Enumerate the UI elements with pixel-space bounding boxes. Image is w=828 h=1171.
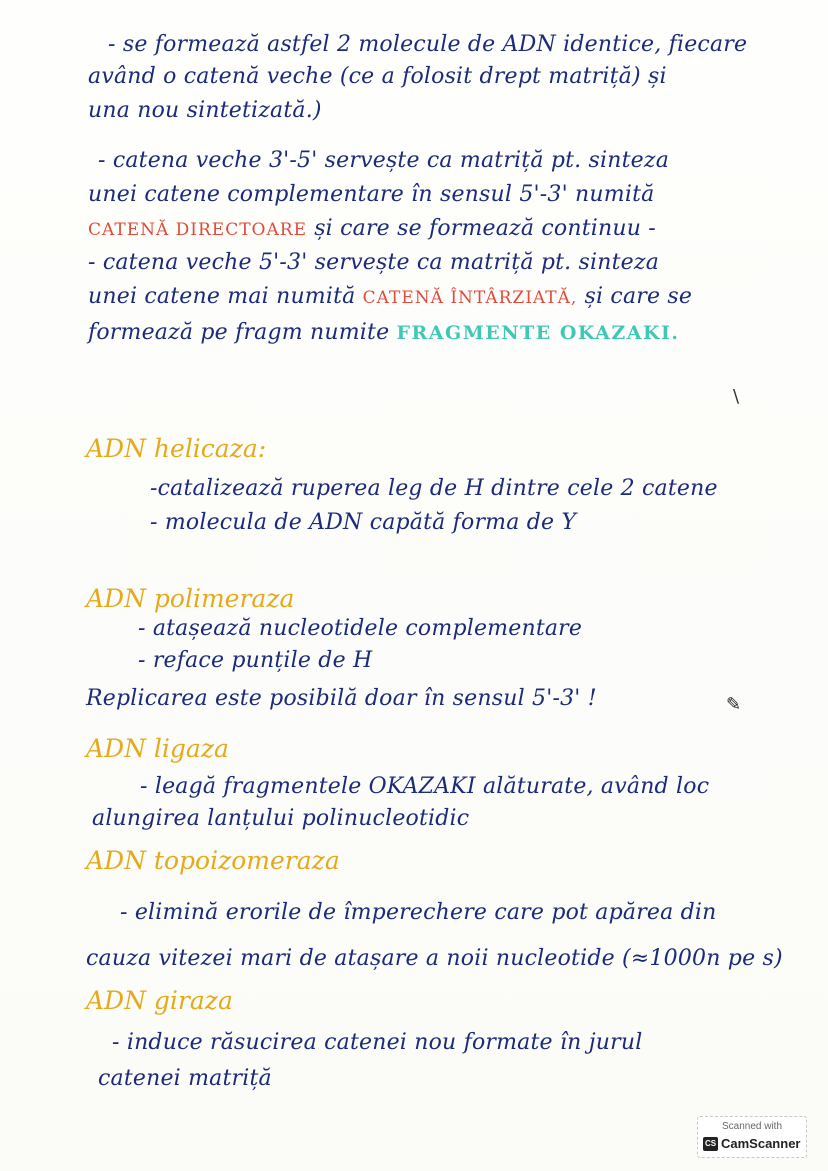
catena-intarziata-label: CATENĂ ÎNTÂRZIATĂ, xyxy=(362,288,578,308)
replication-note: Replicarea este posibilă doar în sensul 5'-3' ! xyxy=(86,686,597,711)
list-item: alungirea lanțului polinucleotidic xyxy=(92,806,470,831)
section-title-topoizomeraza: ADN topoizomeraza xyxy=(86,846,340,875)
fragmente-okazaki-label: FRAGMENTE OKAZAKI. xyxy=(396,322,680,344)
text-fragment: unei catene mai numită xyxy=(88,284,356,309)
text-fragment: și care se xyxy=(584,284,693,309)
list-item: - atașează nucleotidele complementare xyxy=(138,616,583,641)
text-line xyxy=(88,320,680,345)
camscanner-badge xyxy=(697,1116,807,1158)
text-line xyxy=(88,284,692,309)
section-title-giraza: ADN giraza xyxy=(86,986,233,1015)
text-line: unei catene complementare în sensul 5'-3' numită xyxy=(88,182,655,207)
text-line: - catena veche 5'-3' servește ca matriță pt. sinteza xyxy=(88,250,660,275)
camscanner-logo-icon: CS xyxy=(703,1137,718,1151)
text-fragment: formează pe fragm numite xyxy=(88,320,390,345)
list-item: - induce răsucirea catenei nou formate în jurul xyxy=(112,1030,643,1055)
section-title-helicaza: ADN helicaza: xyxy=(86,434,267,463)
section-title-polimeraza: ADN polimeraza xyxy=(86,584,295,613)
list-item: - elimină erorile de împerechere care pot apărea din xyxy=(120,900,717,925)
text-line: - catena veche 3'-5' servește ca matriță pt. sinteza xyxy=(98,148,670,173)
stray-mark: \ xyxy=(733,386,740,407)
text-line xyxy=(88,216,656,241)
text-fragment: și care se formează continuu - xyxy=(314,216,656,241)
list-item: - reface punțile de H xyxy=(138,648,373,673)
list-item: -catalizează ruperea leg de H dintre cele 2 catene xyxy=(150,476,718,501)
text-line: - se formează astfel 2 molecule de ADN identice, fiecare xyxy=(108,32,748,57)
list-item: - molecula de ADN capătă forma de Y xyxy=(150,510,577,535)
catena-directoare-label: CATENĂ DIRECTOARE xyxy=(88,220,307,240)
section-title-ligaza: ADN ligaza xyxy=(86,734,229,763)
margin-mark: ✎ xyxy=(726,694,742,715)
text-line: având o catenă veche (ce a folosit drept matriță) și xyxy=(88,64,667,89)
list-item: catenei matriță xyxy=(98,1066,272,1091)
list-item: cauza vitezei mari de atașare a noii nucleotide (≈1000n pe s) xyxy=(86,946,783,971)
badge-caption: Scanned with xyxy=(721,1121,783,1132)
text-line: una nou sintetizată.) xyxy=(88,98,322,123)
list-item: - leagă fragmentele OKAZAKI alăturate, având loc xyxy=(140,774,710,799)
badge-name: CamScanner xyxy=(721,1136,801,1151)
